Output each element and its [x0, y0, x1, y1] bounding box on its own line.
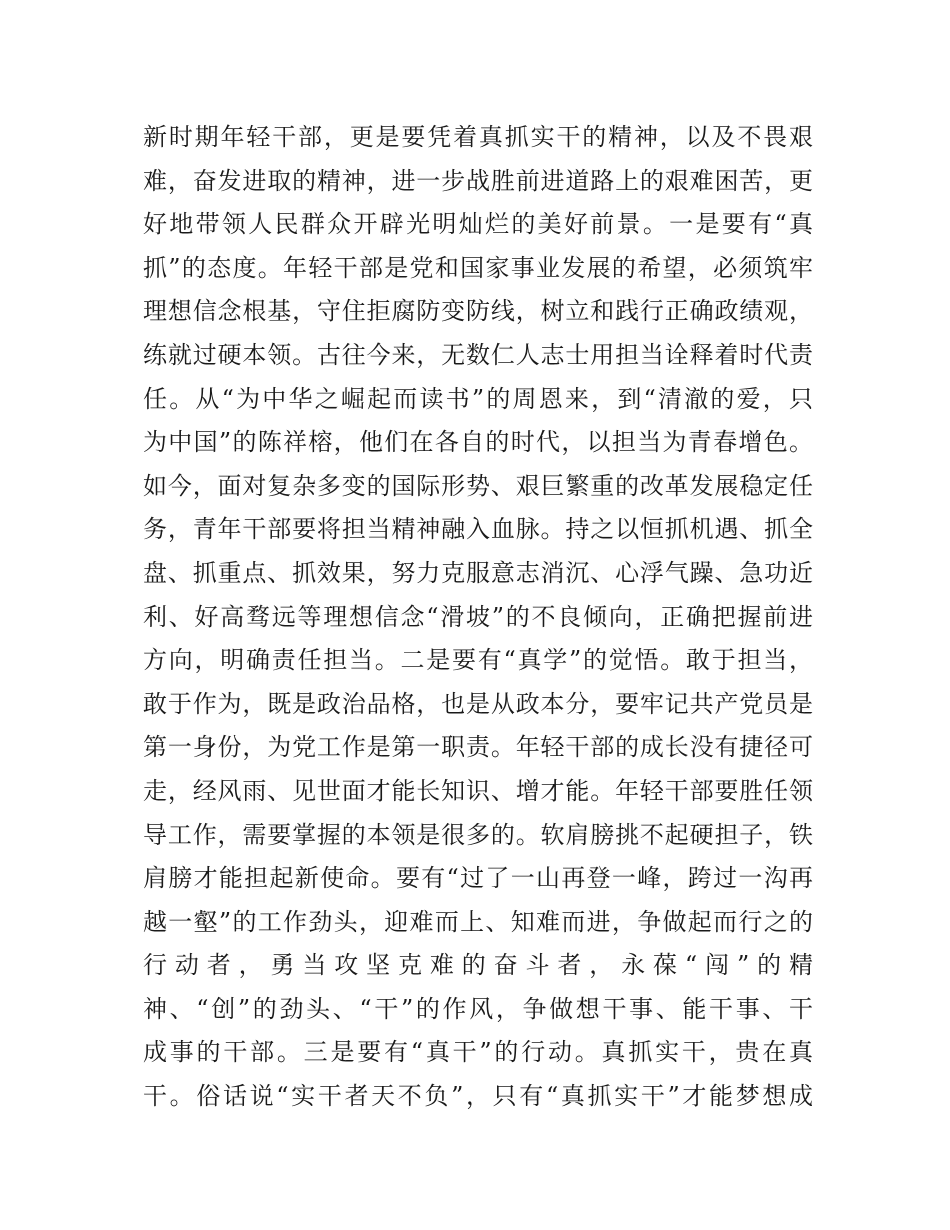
- text-line: 方向，明确责任担当。二是要有“真学”的觉悟。敢于担当，: [143, 646, 813, 675]
- text-line: 敢于作为，既是政治品格，也是从政本分，要牢记共产党员是: [143, 689, 813, 718]
- text-line: 好地带领人民群众开辟光明灿烂的美好前景。一是要有“真: [143, 210, 813, 239]
- text-line: 干。俗话说“实干者天不负”，只有“真抓实干”才能梦想成: [143, 1082, 813, 1111]
- text-line: 理想信念根基，守住拒腐防变防线，树立和践行正确政绩观，: [143, 297, 813, 326]
- text-line: 神、“创”的劲头、“干”的作风，争做想干事、能干事、干: [143, 994, 813, 1023]
- text-line: 新时期年轻干部，更是要凭着真抓实干的精神，以及不畏艰: [143, 123, 813, 151]
- text-line: 导工作，需要掌握的本领是很多的。软肩膀挑不起硬担子，铁: [143, 820, 813, 849]
- text-line: 务，青年干部要将担当精神融入血脉。持之以恒抓机遇、抓全: [143, 515, 813, 544]
- text-line: 为中国”的陈祥榕，他们在各自的时代，以担当为青春增色。: [143, 428, 813, 457]
- text-line: 越一壑”的工作劲头，迎难而上、知难而进，争做起而行之的: [143, 907, 813, 936]
- text-line: 利、好高骛远等理想信念“滑坡”的不良倾向，正确把握前进: [143, 602, 813, 631]
- text-line: 如今，面对复杂多变的国际形势、艰巨繁重的改革发展稳定任: [143, 471, 813, 500]
- text-line: 难，奋发进取的精神，进一步战胜前进道路上的艰难困苦，更: [143, 166, 813, 195]
- text-line: 走，经风雨、见世面才能长知识、增才能。年轻干部要胜任领: [143, 776, 813, 805]
- text-line: 任。从“为中华之崛起而读书”的周恩来，到“清澈的爱，只: [143, 384, 813, 413]
- text-line: 抓”的态度。年轻干部是党和国家事业发展的希望，必须筑牢: [143, 253, 813, 282]
- text-line: 练就过硬本领。古往今来，无数仁人志士用担当诠释着时代责: [143, 340, 813, 369]
- text-line: 盘、抓重点、抓效果，努力克服意志消沉、心浮气躁、急功近: [143, 558, 813, 587]
- text-line: 成事的干部。三是要有“真干”的行动。真抓实干，贵在真: [143, 1038, 813, 1067]
- text-line: 第一身份，为党工作是第一职责。年轻干部的成长没有捷径可: [143, 733, 813, 762]
- text-line: 肩膀才能担起新使命。要有“过了一山再登一峰，跨过一沟再: [143, 864, 813, 893]
- body-paragraph: [143, 116, 813, 1119]
- text-line: 行动者，勇当攻坚克难的奋斗者，永葆“闯”的精: [143, 951, 813, 980]
